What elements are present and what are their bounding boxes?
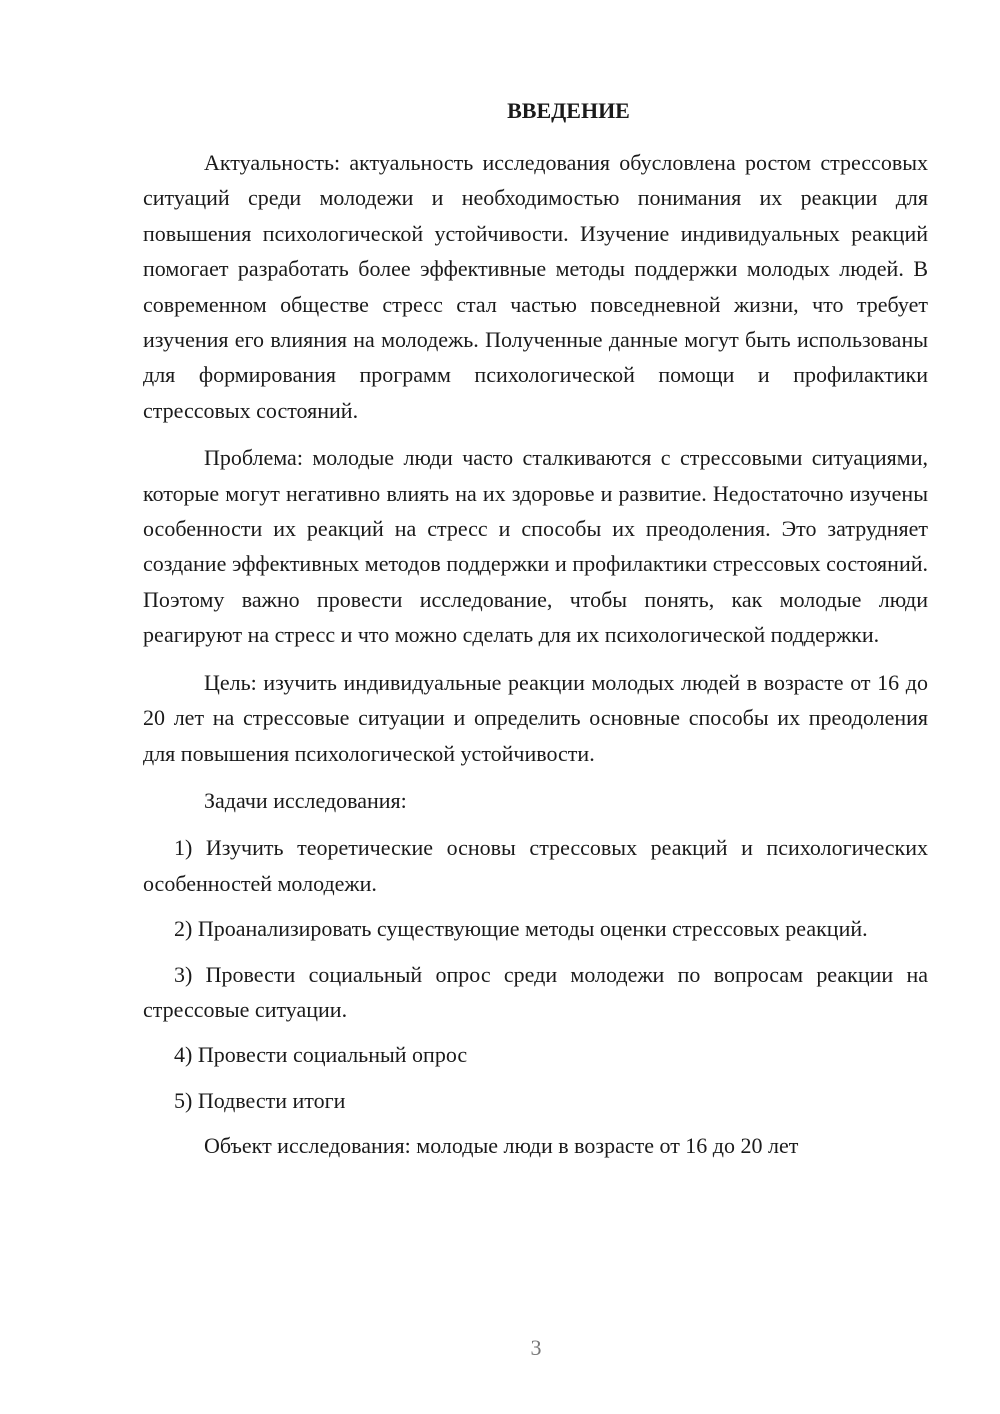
paragraph-problem: Проблема: молодые люди часто сталкиваются с стрессовыми ситуациями, которые могут негативно влиять на их здоровье и развитие. Недостаточно изучены особенности их реакций на стресс и способы их преодоления. Это затрудняет создание эффективных методов поддержки и профилактики стрессовых состояний. Поэтому важно провести исследование, чтобы понять, как молодые люди реагируют на стресс и что можно сделать для их психологической поддержки. [143,445,928,648]
task-item-1: 1) Изучить теоретические основы стрессовых реакций и психологических особенностей молодежи. [143,835,928,896]
paragraph-object: Объект исследования: молодые люди в возрасте от 16 до 20 лет [204,1133,799,1159]
paragraph-relevance: Актуальность: актуальность исследования обусловлена ростом стрессовых ситуаций среди молодежи и необходимостью понимания их реакции для повышения психологической устойчивости. Изучение индивидуальных реакций помогает разработать более эффективные методы поддержки молодых людей. В современном обществе стресс стал частью повседневной жизни, что требует изучения его влияния на молодежь. Полученные данные могут быть использованы для формирования программ психологической помощи и профилактики стрессовых состояний. [143,150,928,423]
page-number: 3 [530,1335,542,1360]
task-item-5: 5) Подвести итоги [174,1087,346,1113]
page-content [143,93,928,1176]
paragraph-goal: Цель: изучить индивидуальные реакции молодых людей в возрасте от 16 до 20 лет на стрессовые ситуации и определить основные способы их преодоления для повышения психологической устойчивости. [143,669,928,766]
task-item-3: 3) Провести социальный опрос среди молодежи по вопросам реакции на стрессовые ситуации. [143,961,928,1022]
paragraph-tasks-heading: Задачи исследования: [204,787,407,813]
task-item-2: 2) Проанализировать существующие методы оценки стрессовых реакций. [174,916,868,942]
section-title: ВВЕДЕНИЕ [507,98,630,123]
task-item-4: 4) Провести социальный опрос [174,1042,468,1068]
